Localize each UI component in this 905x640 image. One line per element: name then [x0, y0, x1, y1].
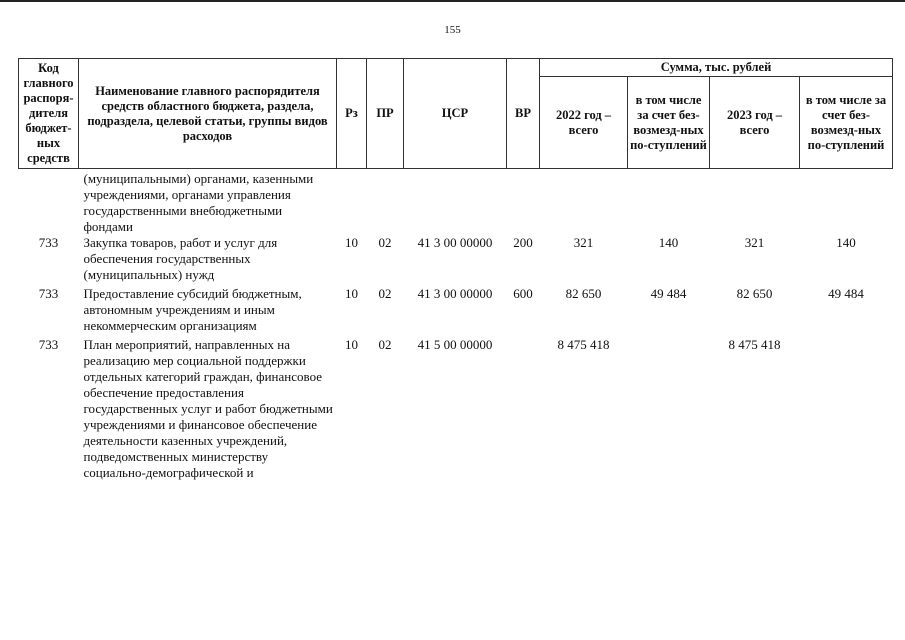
header-name: Наименование главного распорядителя средств областного бюджета, раздела, подраздела, целевой статьи, группы видов расходов: [79, 59, 337, 169]
cell-2023-total: 82 650: [736, 286, 773, 301]
cell-2022-free: 49 484: [650, 286, 687, 301]
cell-pr: [367, 169, 404, 236]
cell-name: Закупка товаров, работ и услуг для обеспечения государственных (муниципальных) нужд: [83, 235, 278, 282]
table-row: [19, 337, 893, 484]
cell-2023-free: [800, 337, 893, 484]
table-header: [19, 59, 893, 169]
header-2023-total: 2023 год – всего: [710, 77, 800, 169]
cell-2022-free: 140: [658, 235, 679, 250]
cell-2023-free: 49 484: [828, 286, 864, 301]
header-vr: ВР: [507, 59, 540, 169]
cell-pr: 02: [378, 235, 392, 250]
cell-2022-free: [628, 337, 710, 484]
top-border-line: [0, 0, 905, 2]
table-row: [19, 169, 893, 236]
cell-vr: [507, 337, 540, 484]
cell-2023-free: [800, 169, 893, 236]
budget-table: [18, 58, 893, 484]
cell-2022-total: [540, 169, 628, 236]
cell-csr: 41 5 00 00000: [417, 337, 493, 352]
cell-rz: 10: [345, 286, 358, 301]
cell-vr: [507, 169, 540, 236]
cell-2023-total: [710, 169, 800, 236]
cell-2023-total: 321: [744, 235, 765, 250]
header-2022-total: 2022 год – всего: [540, 77, 628, 169]
cell-csr: 41 3 00 00000: [417, 286, 493, 301]
cell-name: План мероприятий, направленных на реализацию мер социальной поддержки отдельных категорий граждан, финансовое обеспечение предоставления государственных услуг и работ бюджетными учреждениями и финансовое обеспечение деятельности казенных учреждений, подведомственных министерству социально-демографической и: [83, 337, 333, 480]
header-2022-free: в том числе за счет без-возмезд-ных по-ступлений: [628, 77, 710, 169]
cell-csr: 41 3 00 00000: [417, 235, 493, 250]
table-body: [19, 169, 893, 485]
cell-code: [19, 169, 79, 236]
cell-2022-total: 8 475 418: [557, 337, 610, 352]
cell-2022-total: 82 650: [565, 286, 602, 301]
cell-name: Предоставление субсидий бюджетным, автономным учреждениям и иным некоммерческим организациям: [83, 286, 302, 333]
cell-code: 733: [38, 235, 59, 250]
cell-name: (муниципальными) органами, казенными учреждениями, органами управления государственными внебюджетными фондами: [83, 171, 314, 234]
cell-rz: [337, 169, 367, 236]
cell-2023-total: 8 475 418: [728, 337, 781, 352]
header-code: Код главного распоря-дителя бюджет-ных средств: [19, 59, 79, 169]
cell-code: 733: [38, 286, 59, 301]
header-pr: ПР: [367, 59, 404, 169]
cell-2022-free: [628, 169, 710, 236]
cell-rz: 10: [345, 337, 358, 352]
header-2023-free: в том числе за счет без-возмезд-ных по-ступлений: [800, 77, 893, 169]
table-row: [19, 286, 893, 337]
cell-pr: 02: [378, 337, 392, 352]
header-sum-group: Сумма, тыс. рублей: [540, 59, 893, 77]
table-row: [19, 235, 893, 286]
cell-vr: 200: [513, 235, 533, 250]
page-number: 155: [444, 24, 461, 36]
cell-2022-total: 321: [573, 235, 594, 250]
header-csr: ЦСР: [404, 59, 507, 169]
cell-csr: [404, 169, 507, 236]
cell-2023-free: 140: [836, 235, 856, 250]
cell-pr: 02: [378, 286, 392, 301]
cell-rz: 10: [345, 235, 358, 250]
header-rz: Рз: [337, 59, 367, 169]
cell-vr: 600: [513, 286, 533, 301]
cell-code: 733: [38, 337, 59, 352]
